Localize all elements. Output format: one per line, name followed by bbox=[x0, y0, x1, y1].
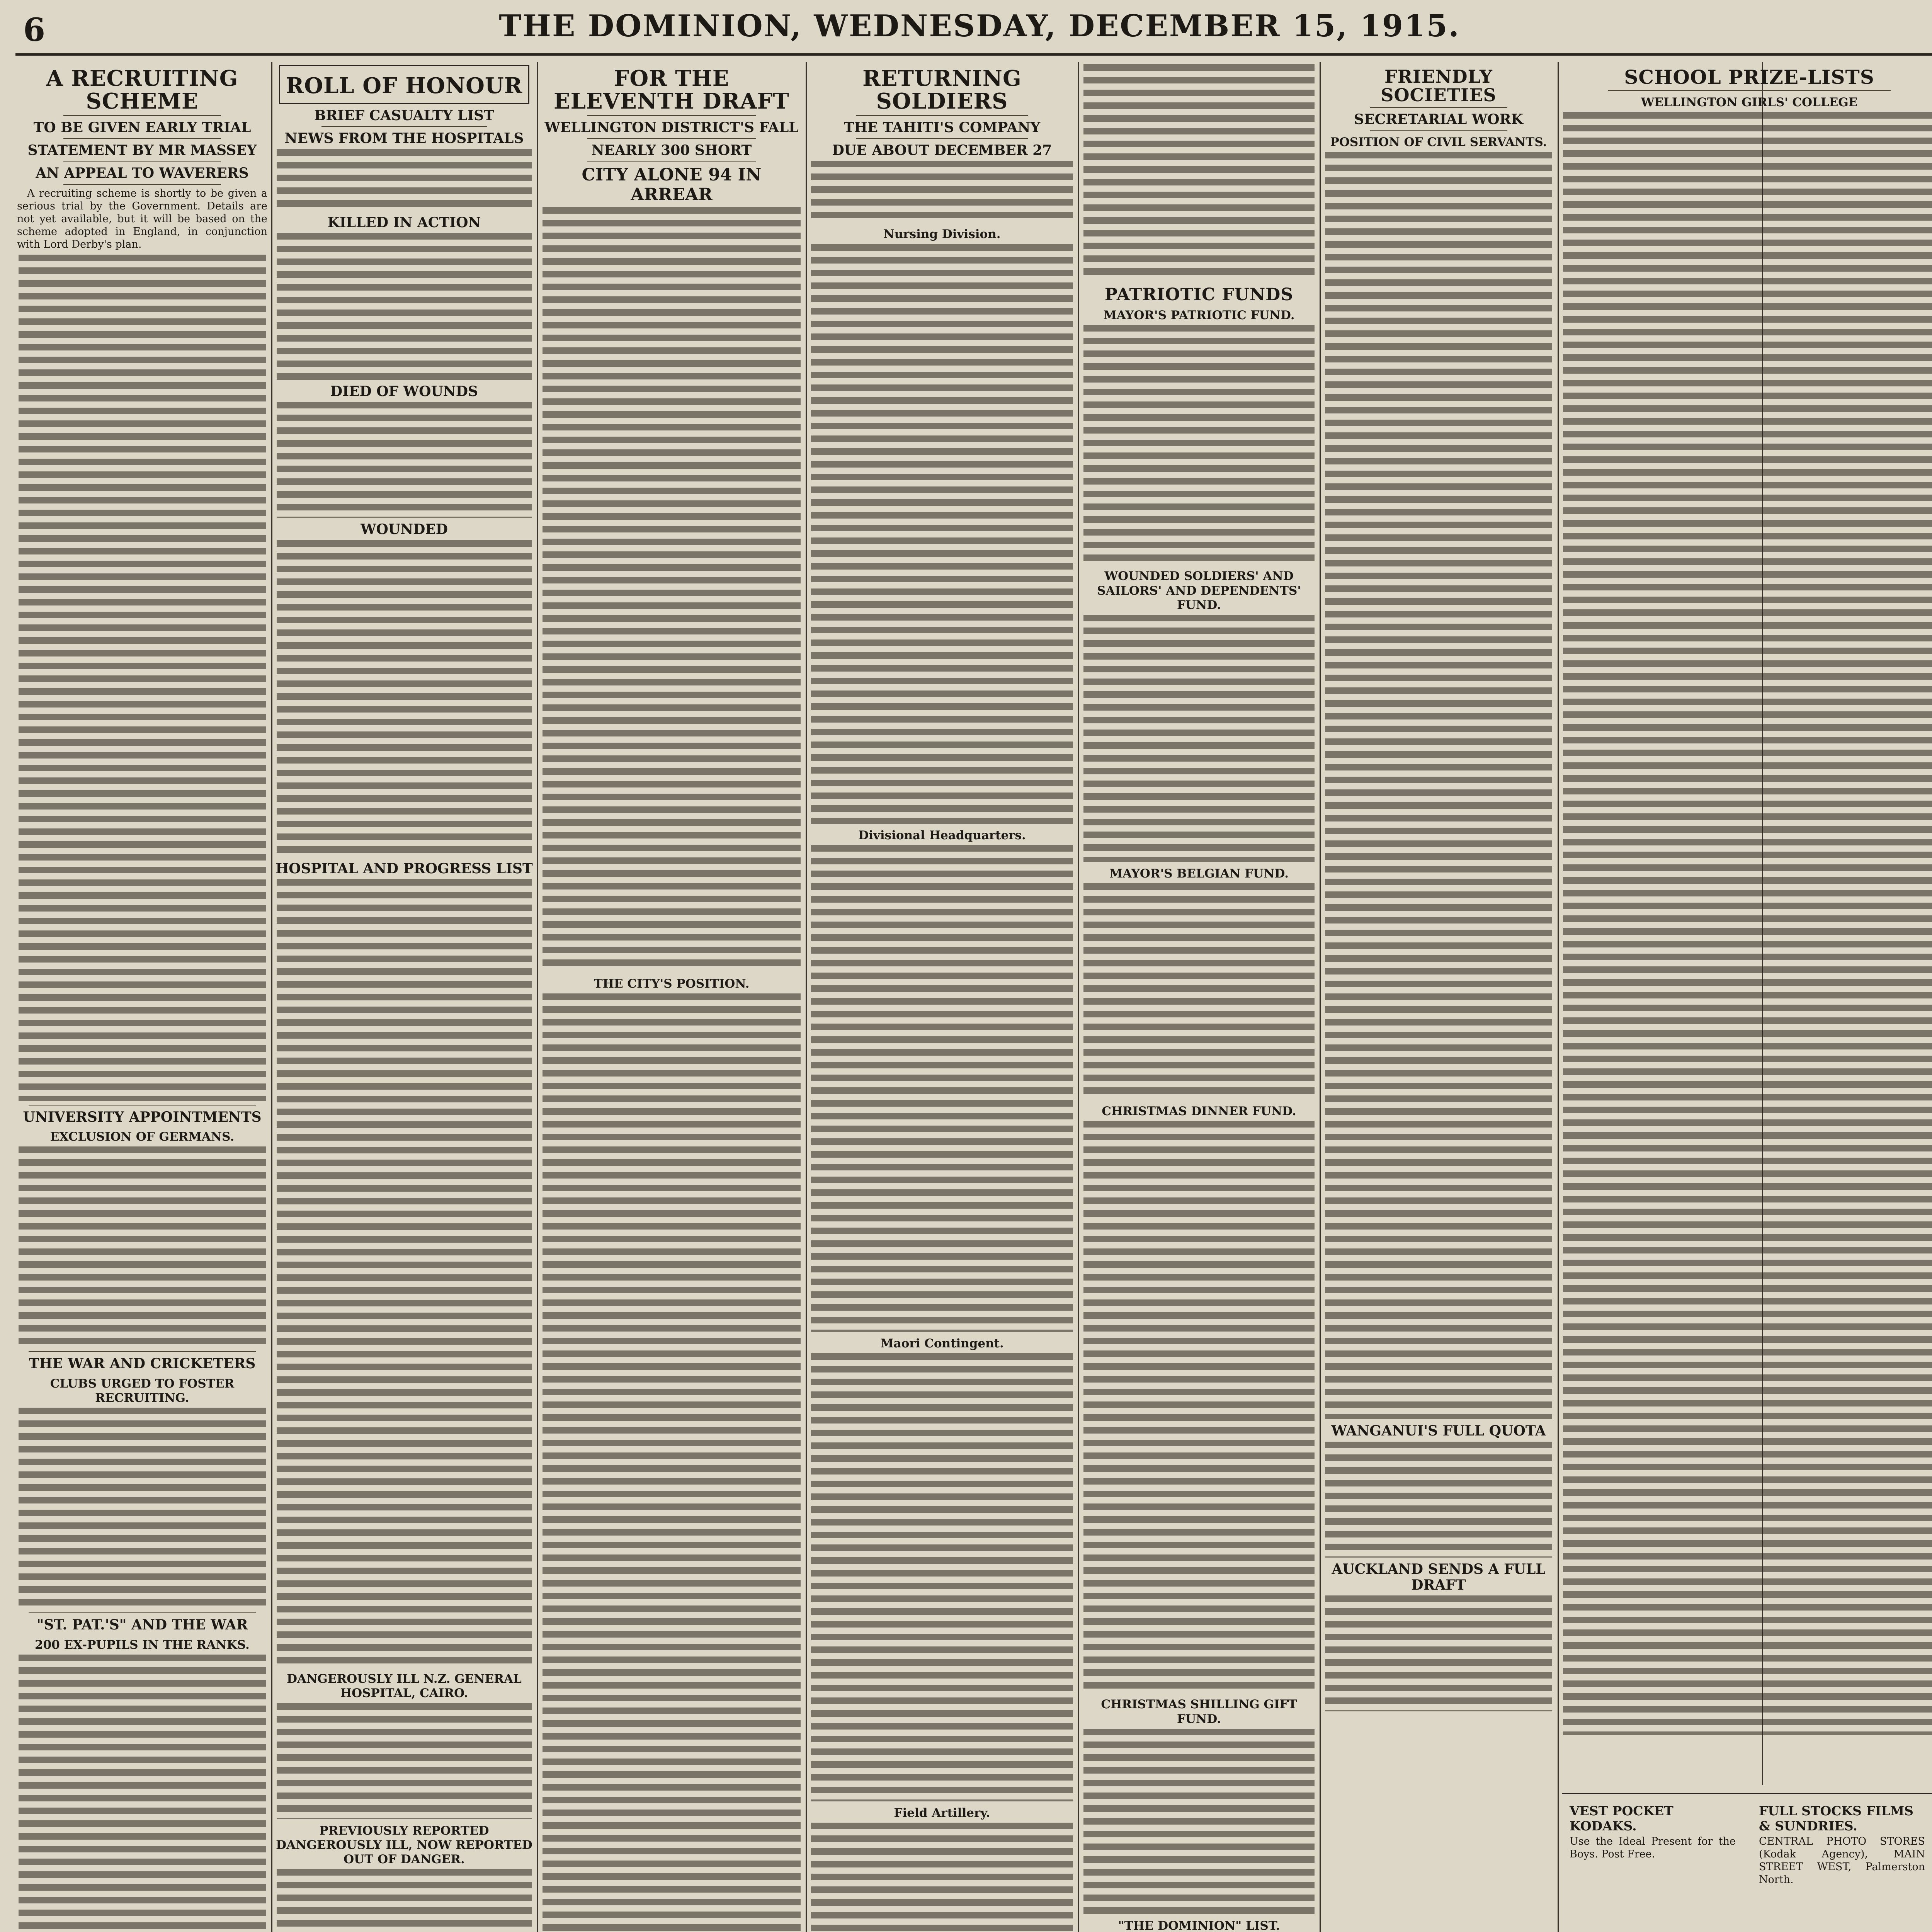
rule bbox=[321, 126, 487, 127]
column-patriotic-funds bbox=[1082, 62, 1316, 1932]
kodak-advert bbox=[1562, 1793, 1932, 1925]
name-list bbox=[811, 845, 1073, 1332]
section-nursing: Nursing Division. bbox=[883, 227, 1001, 242]
column-rule bbox=[806, 62, 807, 1932]
article-body bbox=[277, 149, 532, 211]
headline-friendly: FRIENDLY SOCIETIES bbox=[1381, 66, 1497, 106]
section-dominion-list: "THE DOMINION" LIST. bbox=[1118, 1918, 1280, 1932]
headline-university: UNIVERSITY APPOINTMENTS bbox=[23, 1109, 262, 1125]
kodak-ad-text: Use the Ideal Present for the Boys. Post Free. bbox=[1570, 1835, 1736, 1860]
rule bbox=[1608, 90, 1891, 91]
headline-auckland: AUCKLAND SENDS A FULL DRAFT bbox=[1332, 1561, 1546, 1593]
casualty-list bbox=[277, 402, 532, 518]
rule bbox=[1370, 130, 1507, 131]
article-body bbox=[811, 161, 1073, 223]
headline-cricketers: THE WAR AND CRICKETERS bbox=[29, 1355, 256, 1372]
casualty-list bbox=[277, 540, 532, 857]
column-friendly-societies bbox=[1323, 62, 1554, 1932]
casualty-list bbox=[277, 1703, 532, 1819]
subhead: BRIEF CASUALTY LIST bbox=[314, 107, 494, 124]
name-list bbox=[1083, 64, 1315, 281]
kodak-ad-right bbox=[1751, 1798, 1932, 1886]
column-school-prizes bbox=[1561, 62, 1932, 1785]
column-rule bbox=[1558, 62, 1559, 1932]
section-wounded: WOUNDED bbox=[361, 521, 448, 538]
rule bbox=[63, 184, 221, 185]
rule bbox=[29, 1612, 256, 1613]
films-ad-text: CENTRAL PHOTO STORES (Kodak Agency), MAIN STREET WEST, Palmerston North. bbox=[1759, 1835, 1925, 1886]
section-xmas-dinner: CHRISTMAS DINNER FUND. bbox=[1102, 1104, 1296, 1119]
section-hospital: HOSPITAL AND PROGRESS LIST bbox=[276, 860, 533, 877]
section-shilling-fund: CHRISTMAS SHILLING GIFT FUND. bbox=[1101, 1697, 1297, 1726]
article-body bbox=[543, 207, 801, 972]
headline-school: SCHOOL PRIZE-LISTS bbox=[1624, 66, 1874, 88]
newspaper-title: THE DOMINION, WEDNESDAY, DECEMBER 15, 1915. bbox=[499, 9, 1460, 44]
kodak-ad-title: VEST POCKET KODAKS. bbox=[1570, 1803, 1673, 1833]
section-killed: KILLED IN ACTION bbox=[327, 214, 481, 231]
subhead: EXCLUSION OF GERMANS. bbox=[50, 1130, 235, 1144]
name-list bbox=[811, 1353, 1073, 1801]
masthead-rule bbox=[15, 53, 1932, 56]
column-returning-soldiers bbox=[810, 62, 1075, 1932]
article-lead: A recruiting scheme is shortly to be given a serious trial by the Government. Details are not yet available, but it will be based on the scheme adopted in England, in conjunction with Lord Derby's plan. bbox=[17, 187, 267, 250]
section-maori: Maori Contingent. bbox=[880, 1336, 1004, 1350]
masthead bbox=[15, 9, 1932, 51]
article-body bbox=[19, 1655, 266, 1932]
subscription-list bbox=[1083, 615, 1315, 862]
column-rule bbox=[271, 62, 272, 1932]
rule bbox=[63, 115, 221, 116]
subhead: CLUBS URGED TO FOSTER RECRUITING. bbox=[50, 1376, 235, 1405]
subscription-list bbox=[1083, 325, 1315, 565]
subhead: STATEMENT BY MR MASSEY bbox=[27, 142, 257, 158]
article-body bbox=[19, 1408, 266, 1609]
casualty-list bbox=[277, 879, 532, 1667]
rule bbox=[587, 138, 756, 139]
roll-of-honour-header bbox=[279, 65, 529, 104]
subhead: NEWS FROM THE HOSPITALS bbox=[284, 130, 524, 147]
subhead: SECRETARIAL WORK bbox=[1354, 111, 1523, 128]
article-body bbox=[543, 993, 801, 1932]
subhead: AN APPEAL TO WAVERERS bbox=[36, 165, 249, 182]
headline-recruiting: A RECRUITING SCHEME bbox=[46, 66, 238, 114]
section-wounded-fund: WOUNDED SOLDIERS' AND SAILORS' AND DEPENDENTS' FUND. bbox=[1097, 569, 1301, 612]
column-rule bbox=[1320, 62, 1321, 1932]
column-roll-of-honour bbox=[275, 62, 533, 1932]
column-recruiting bbox=[17, 62, 267, 1932]
rule bbox=[856, 138, 1028, 139]
headline-patriotic: PATRIOTIC FUNDS bbox=[1104, 285, 1294, 304]
casualty-list bbox=[277, 233, 532, 380]
subscription-list bbox=[1083, 883, 1315, 1100]
rule bbox=[63, 138, 221, 139]
films-ad-title: FULL STOCKS FILMS & SUNDRIES. bbox=[1759, 1803, 1913, 1833]
headline-wanganui: WANGANUI'S FULL QUOTA bbox=[1331, 1423, 1546, 1439]
subhead: TO BE GIVEN EARLY TRIAL bbox=[33, 119, 251, 136]
name-list bbox=[811, 244, 1073, 824]
rule bbox=[856, 115, 1028, 116]
article-body bbox=[19, 1146, 266, 1347]
article-body bbox=[1325, 152, 1552, 1419]
subhead: NEARLY 300 SHORT bbox=[591, 142, 752, 158]
section-artillery: Field Artillery. bbox=[894, 1806, 990, 1820]
kodak-ad-left bbox=[1562, 1798, 1743, 1861]
section-headquarters: Divisional Headquarters. bbox=[858, 828, 1026, 842]
headline-returning: RETURNING SOLDIERS bbox=[862, 66, 1022, 114]
section-mayor-fund: MAYOR'S PATRIOTIC FUND. bbox=[1103, 308, 1295, 323]
subhead: POSITION OF CIVIL SERVANTS. bbox=[1330, 135, 1547, 149]
prize-list bbox=[1563, 112, 1932, 1735]
subhead: WELLINGTON DISTRICT'S FALL bbox=[544, 119, 799, 136]
section-died: DIED OF WOUNDS bbox=[330, 383, 478, 400]
casualty-list bbox=[277, 1869, 532, 1932]
headline-roll: ROLL OF HONOUR bbox=[286, 73, 523, 99]
section-dangerously-ill: DANGEROUSLY ILL N.Z. GENERAL HOSPITAL, CAIRO. bbox=[287, 1672, 522, 1701]
subhead: DUE ABOUT DECEMBER 27 bbox=[832, 142, 1052, 158]
section-city: THE CITY'S POSITION. bbox=[594, 976, 750, 991]
column-rule bbox=[1078, 62, 1079, 1932]
section-out-of-danger: PREVIOUSLY REPORTED DANGEROUSLY ILL, NOW REPORTED OUT OF DANGER. bbox=[276, 1823, 532, 1866]
rule bbox=[587, 115, 756, 116]
rule bbox=[63, 161, 221, 162]
headline-draft: FOR THE ELEVENTH DRAFT bbox=[553, 66, 790, 114]
headline-st-pats: "ST. PAT.'S" AND THE WAR bbox=[36, 1617, 248, 1633]
rule bbox=[29, 1351, 256, 1352]
subscription-list bbox=[1083, 1729, 1315, 1914]
subhead: WELLINGTON GIRLS' COLLEGE bbox=[1641, 95, 1858, 109]
subhead: THE TAHITI'S COMPANY bbox=[844, 119, 1041, 136]
article-body bbox=[19, 255, 266, 1101]
rule bbox=[1370, 107, 1507, 108]
page-number: 6 bbox=[23, 12, 46, 49]
subscription-list bbox=[1083, 1121, 1315, 1693]
article-body bbox=[1325, 1442, 1552, 1558]
subhead: 200 EX-PUPILS IN THE RANKS. bbox=[35, 1638, 250, 1652]
article-body bbox=[1325, 1595, 1552, 1711]
rule bbox=[587, 161, 756, 162]
column-eleventh-draft bbox=[541, 62, 802, 1932]
section-belgian-fund: MAYOR'S BELGIAN FUND. bbox=[1109, 866, 1289, 881]
column-rule bbox=[537, 62, 538, 1932]
subhead: CITY ALONE 94 IN ARREAR bbox=[582, 165, 762, 204]
name-list bbox=[811, 1823, 1073, 1932]
